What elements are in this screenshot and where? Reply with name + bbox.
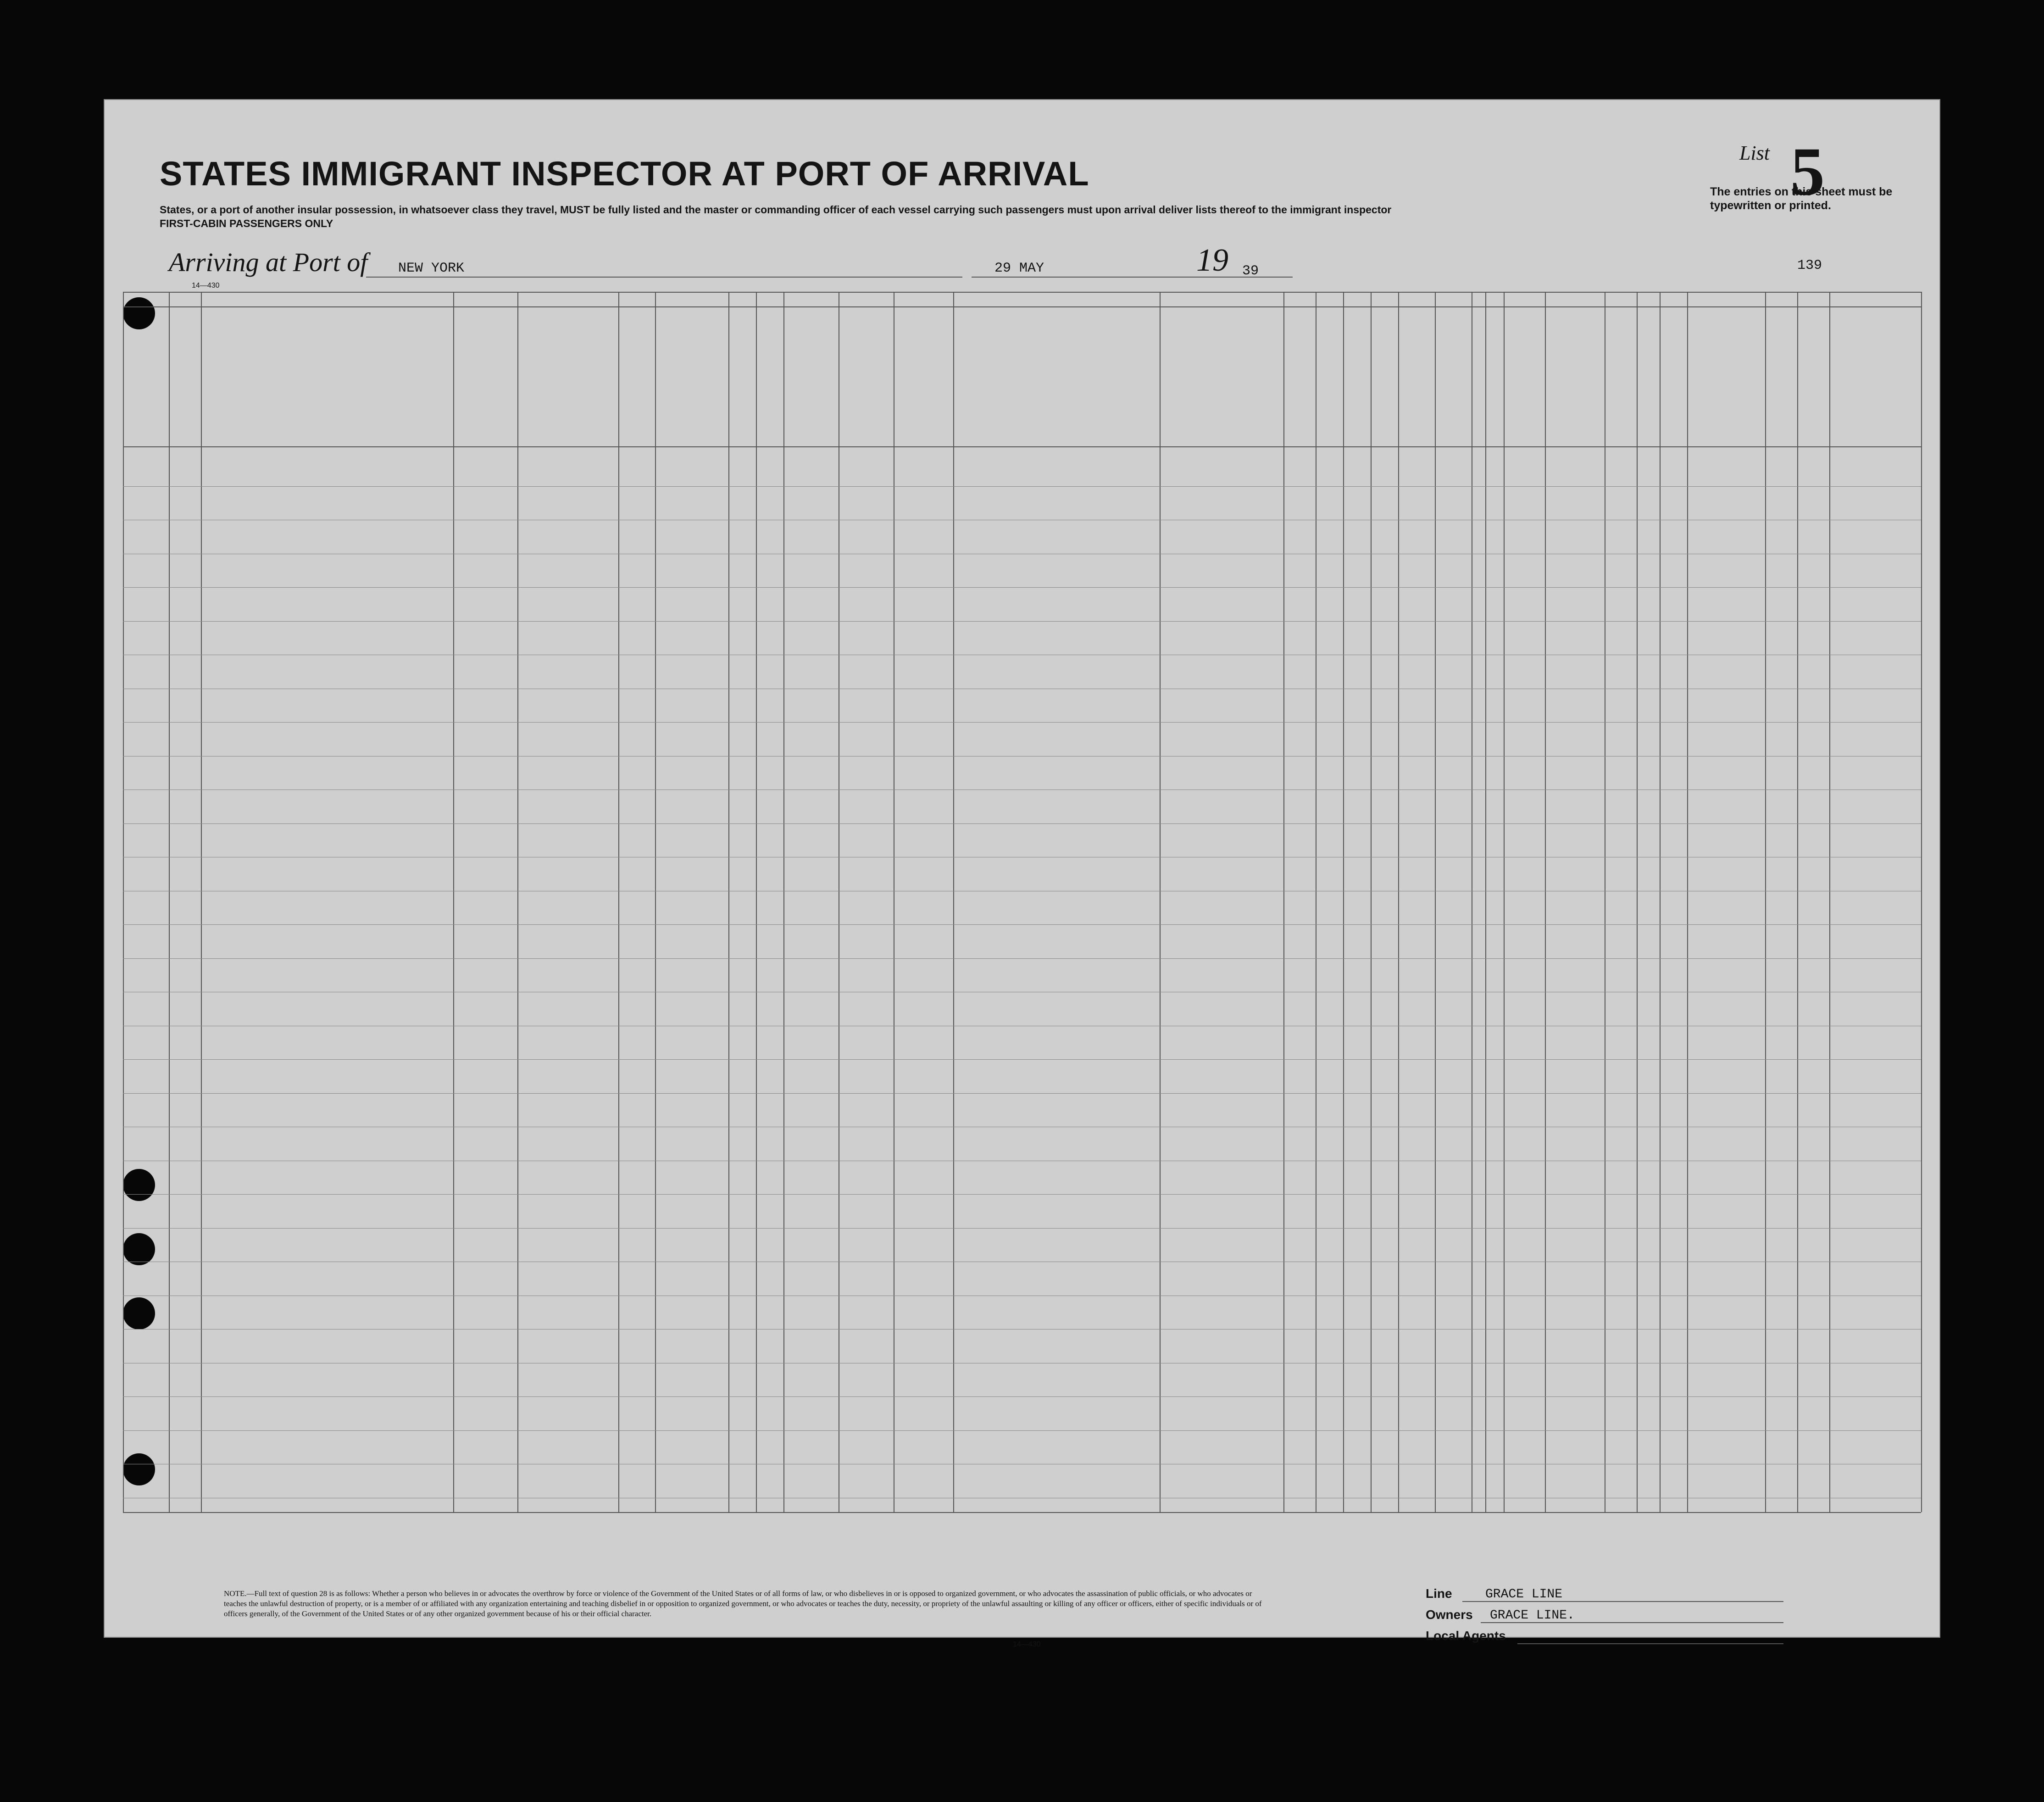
line-label: Line [1426,1586,1452,1601]
sheet-number: 139 [1797,258,1822,273]
punch-hole [123,297,155,329]
port-line [366,277,962,278]
row-rule [123,1430,1921,1431]
port-value: NEW YORK [398,261,465,276]
row-rule [123,306,1921,307]
form-number: 14—430 [192,282,220,289]
row-rule [123,722,1921,723]
line-value: GRACE LINE [1485,1587,1563,1602]
line-underline [1462,1601,1783,1602]
agents-underline [1517,1643,1783,1644]
year-prefix: 19 [1196,243,1228,278]
row-rule [123,1512,1921,1513]
owners-value: GRACE LINE. [1490,1608,1575,1623]
row-rule [123,486,1921,487]
row-rule [123,1194,1921,1195]
owners-underline [1481,1622,1783,1623]
row-rule [123,958,1921,959]
row-rule [123,823,1921,824]
row-rule [123,1059,1921,1060]
page-title: STATES IMMIGRANT INSPECTOR AT PORT OF ARRIVAL [160,155,1089,193]
row-rule [123,1396,1921,1397]
punch-hole [123,1453,155,1485]
row-rule [123,587,1921,588]
row-rule [123,1093,1921,1094]
year-line [1233,277,1293,278]
row-rule [123,1228,1921,1229]
list-label: List [1739,142,1770,164]
date-value: 29 MAY [994,261,1044,276]
punch-hole [123,1233,155,1265]
column-rule [1921,292,1922,1512]
manifest-sheet [104,99,1940,1648]
footer-note: NOTE.—Full text of question 28 is as follows: Whether a person who believes in or advocates the overthrow by force or violence of the Government of the United States or of all forms of law, or who disbelieves in or is opposed to organized government, or who advocates the assassination of public officials, or who advocates or teaches the unlawful destruction of property, or is a member of or affiliated with any organization entertaining and teaching disbelief in or opposition to organized government, or who advocates or teaches the duty, necessity, or propriety of the unlawful assaulting or killing of any officer or officers, either of specific individuals or of officers generally, of the Government of the United States or of any other organized government because of his or their official character. [224,1589,1262,1618]
footer-form-number: 14—430 [1013,1641,1041,1648]
list-note: The entries on this sheet must be typewritten or printed. [1710,185,1893,212]
row-rule [123,446,1921,447]
punch-hole [123,1297,155,1329]
punch-hole [123,1169,155,1201]
header-instructions: States, or a port of another insular possession, in whatsoever class they travel, MUST be fully listed and the master or commanding officer of each vessel carrying such passengers must upon arrival deliver lists thereof to the immigrant inspector [160,204,1392,216]
row-rule [123,292,1921,293]
list-number: 5 [1790,133,1825,210]
arriving-label: Arriving at Port of [169,247,368,277]
owners-label: Owners [1426,1607,1473,1622]
year-suffix: 39 [1242,263,1259,279]
agents-label: Local Agents [1426,1629,1506,1643]
header-class: FIRST-CABIN PASSENGERS ONLY [160,217,333,229]
row-rule [123,621,1921,622]
row-rule [123,924,1921,925]
